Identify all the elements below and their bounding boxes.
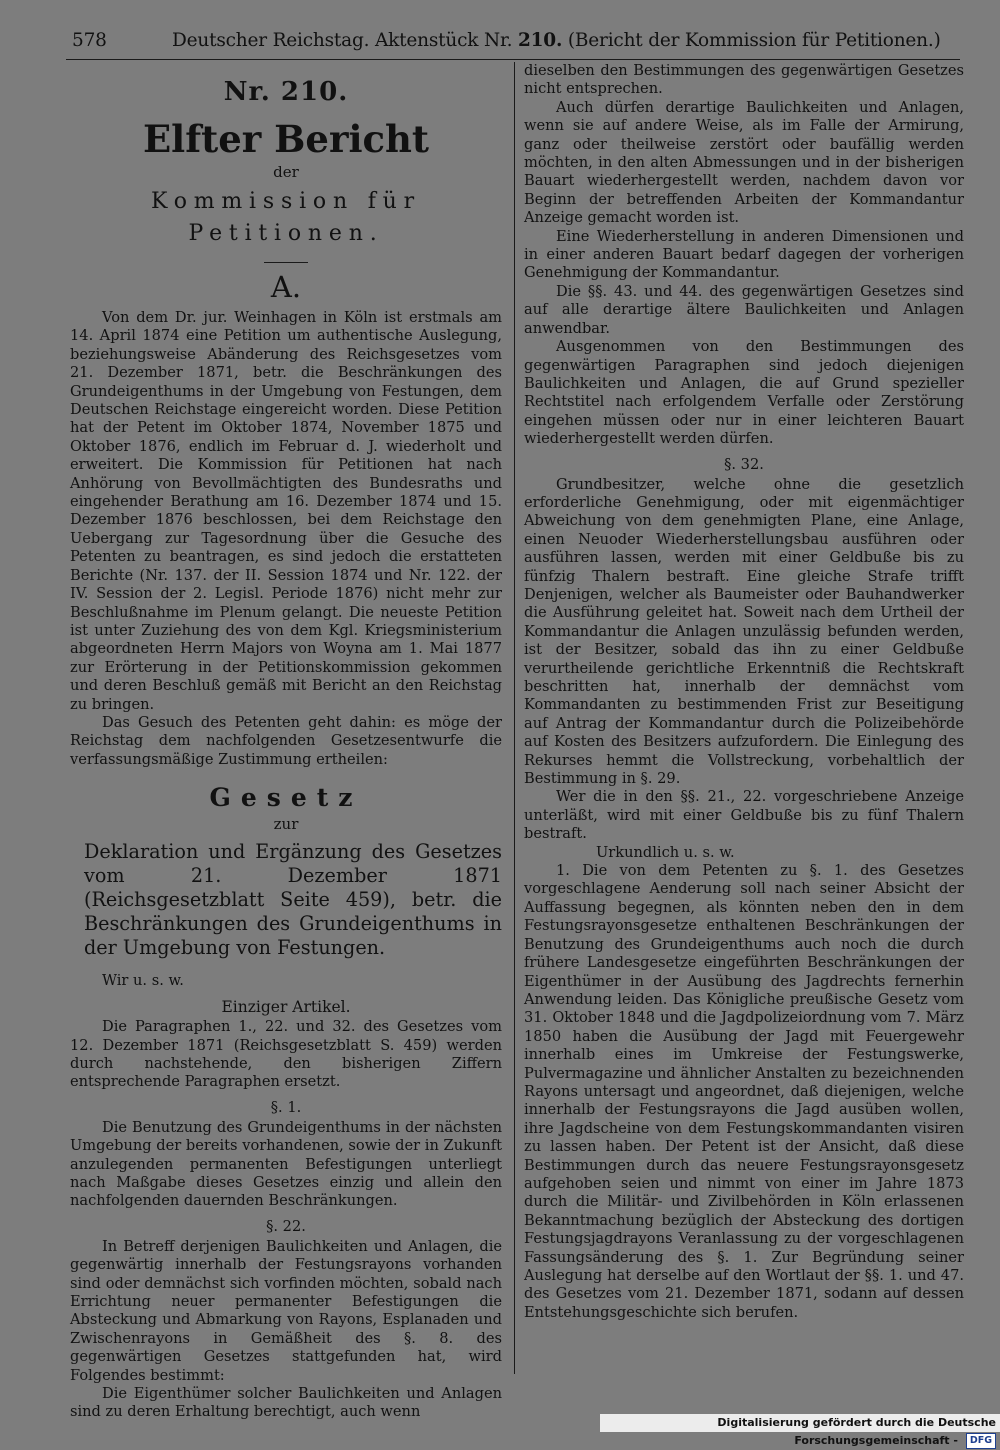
report-title: Elfter Bericht [142, 117, 430, 161]
paragraph-22-text: In Betreff derjenigen Baulichkeiten und Anlagen, die gegenwärtig innerhalb der Festungsrayons vorhanden sind oder demnächst sich vorfinden möchten, sobald nach Errichtung neuer permanenter Befestigungen die Absteckung und Abmarkung von Rayons, Esplanaden und Zwischenrayons in Gemäßheit des §. 8. des gegenwärtigen Gesetzes stattgefunden hat, wird Folgendes bestimmt: [70, 1237, 502, 1384]
document-number: Nr. 210. [223, 77, 349, 107]
running-title-number: 210. [517, 30, 563, 51]
paragraph-22-heading: §. 22. [266, 1217, 306, 1235]
section-letter: A. [270, 270, 302, 304]
continuation-paragraph: dieselben den Bestimmungen des gegenwärtigen Gesetzes nicht entsprechen. [524, 62, 964, 98]
column-divider [514, 62, 515, 1374]
gesetz-zur: zur [273, 815, 299, 834]
running-title-right: (Bericht der Kommission für Petitionen.) [567, 30, 941, 51]
footer-text: Digitalisierung gefördert durch die Deutsche Forschungsgemeinschaft - [717, 1416, 996, 1447]
dfg-logo: DFG [966, 1433, 996, 1449]
gesuch-paragraph: Das Gesuch des Petenten geht dahin: es möge der Reichstag dem nachfolgenden Gesetzesentwurfe die verfassungsmäßige Zustimmung ertheilen: [70, 713, 502, 768]
artikel-heading: Einziger Artikel. [221, 998, 351, 1017]
running-title [172, 24, 941, 58]
right-column [524, 62, 964, 1322]
gesetz-subtitle: Deklaration und Ergänzung des Gesetzes vom 21. Dezember 1871 (Reichsgesetzblatt Seite 459), betr. die Beschränkungen des Grundeigenthums in der Umgebung von Festungen. [84, 840, 502, 960]
paragraph-32-text: Grundbesitzer, welche ohne die gesetzlich erforderliche Genehmigung, oder mit eigenmächtiger Abweichung von dem genehmigten Plane, eine Anlage, einen Neuoder Wiederherstellungsbau ausführen oder ausführen lassen, werden mit einer Geldbuße bis zu fünfzig Thalern bestraft. Eine gleiche Strafe trifft Denjenigen, welcher als Baumeister oder Bauhandwerker die Ausführung geleitet hat. Soweit nach dem Urtheil der Kommandantur die Anlagen unzulässig befunden werden, ist der Besitzer, sobald das ihn zu einer Geldbuße verurtheilende gerichtliche Erkenntniß die Rechtskraft beschritten hat, innerhalb der demnächst vom Kommandanten zu bestimmenden Frist zur Beseitigung auf Antrag der Kommandantur durch die Polizeibehörde auf Kosten des Besitzers aufzufordern. Die Einlegung des Rekurses hemmt die Vollstreckung, vorbehaltlich der Bestimmung in §. 29. [524, 475, 964, 788]
dfg-footer [600, 1414, 1000, 1447]
wir-line: Wir u. s. w. [102, 972, 184, 990]
artikel-paragraph: Die Paragraphen 1., 22. und 32. des Gesetzes vom 12. Dezember 1871 (Reichsgesetzblatt S. 459) werden durch nachstehende, den bisherigen Ziffern entsprechende Paragraphen ersetzt. [70, 1018, 502, 1091]
commission-title: Kommission für Petitionen. [151, 189, 421, 246]
urkundlich-line: Urkundlich u. s. w. [596, 843, 735, 861]
right-paragraph-5: Ausgenommen von den Bestimmungen des gegenwärtigen Paragraphen sind jedoch diejenigen Baulichkeiten und Anlagen, die auf Grund spezieller Rechtstitel nach erfolgendem Verfalle oder Zerstörung eingehen müssen oder nur in einer leichteren Bauart wiederhergestellt werden dürfen. [524, 338, 964, 448]
right-paragraph-4: Die §§. 43. und 44. des gegenwärtigen Gesetzes sind auf alle derartige ältere Baulichkeiten und Anlagen anwendbar. [524, 282, 964, 337]
numbered-paragraph-1: 1. Die von dem Petenten zu §. 1. des Gesetzes vorgeschlagene Aenderung soll nach seiner Absicht der Auffassung begegnen, als könnten neben den in dem Festungsrayonsgesetze enthaltenen Beschränkungen der Benutzung des Grundeigenthums auch noch die durch frühere Landesgesetze eingeführten Beschränkungen der Eigenthümer in der Ausübung des Jagdrechts fernerhin Anwendung leiden. Das Königliche preußische Gesetz vom 31. Oktober 1848 und die Jagdpolizeiordnung vom 7. März 1850 haben die Ausübung der Jagd mit Feuergewehr innerhalb eines im Umkreise der Festungswerke, Pulvermagazine und ähnlicher Anstalten zu bezeichnenden Rayons untersagt und angeordnet, daß diejenigen, welche innerhalb der Festungsrayons die Jagd ausüben wollen, ihre Jagdscheine von dem Festungskommandanten visiren zu lassen haben. Der Petent ist der Ansicht, daß diese Bestimmungen durch das neuere Festungsrayonsgesetz aufgehoben seien und nimmt von einer im Jahre 1873 durch die Militär- und Zivilbehörden in Köln erlassenen Bekanntmachung bezüglich der Absteckung des dortigen Festungsjagdrayons Veranlassung zu der vorgeschlagenen Fassungsänderung des §. 1. Zur Begründung seiner Auslegung hat derselbe auf den Wortlaut der §§. 1. und 47. des Gesetzes vom 21. Dezember 1871, sodann auf dessen Entstehungsgeschichte sich berufen. [524, 862, 964, 1321]
left-column [70, 62, 502, 1422]
gesetz-heading: Gesetz [209, 783, 363, 813]
paragraph-1-text: Die Benutzung des Grundeigenthums in der nächsten Umgebung der bereits vorhandenen, sowie der in Zukunft anzulegenden permanenten Befestigungen unterliegt nach Maßgabe dieses Gesetzes einzig und allein den nachfolgenden dauernden Beschränkungen. [70, 1118, 502, 1210]
header-rule [66, 59, 960, 60]
running-header [66, 24, 960, 58]
running-title-left: Deutscher Reichstag. Aktenstück Nr. [172, 30, 513, 51]
right-paragraph-3: Eine Wiederherstellung in anderen Dimensionen und in einer anderen Bauart bedarf dagegen der vorherigen Genehmigung der Kommandantur. [524, 227, 964, 282]
paragraph-32-heading: §. 32. [724, 455, 764, 473]
right-paragraph-2: Auch dürfen derartige Baulichkeiten und Anlagen, wenn sie auf andere Weise, als im Falle der Armirung, ganz oder theilweise zerstört oder baufällig werden möchten, in den alten Abmessungen und in der bisherigen Bauart wiederhergestellt werden, nachdem davon vor Beginn der betreffenden Arbeiten der Kommandantur Anzeige gemacht worden ist. [524, 98, 964, 227]
page-number: 578 [72, 30, 107, 51]
paragraph-22-text-2: Die Eigenthümer solcher Baulichkeiten und Anlagen sind zu deren Erhaltung berechtigt, auch wenn [70, 1385, 502, 1421]
wer-paragraph: Wer die in den §§. 21., 22. vorgeschriebene Anzeige unterläßt, wird mit einer Geldbuße bis zu fünf Thalern bestraft. [524, 788, 964, 843]
title-rule [264, 262, 308, 263]
intro-paragraph: Von dem Dr. jur. Weinhagen in Köln ist erstmals am 14. April 1874 eine Petition um authentische Auslegung, beziehungsweise Abänderung des Reichsgesetzes vom 21. Dezember 1871, betr. die Beschränkungen des Grundeigenthums in der Umgebung von Festungen, dem Deutschen Reichstage eingereicht worden. Diese Petition hat der Petent im Oktober 1874, November 1875 und Oktober 1876, endlich im Februar d. J. wiederholt und erweitert. Die Kommission für Petitionen hat nach Anhörung von Bevollmächtigten des Bundesraths und eingehender Berathung am 16. Dezember 1874 und 15. Dezember 1876 beschlossen, bei dem Reichstage den Uebergang zur Tagesordnung über die Gesuche des Petenten zu beantragen, es sind jedoch die erstatteten Berichte (Nr. 137. der II. Session 1874 und Nr. 122. der IV. Session der 2. Legisl. Periode 1876) nicht mehr zur Beschlußnahme im Plenum gelangt. Die neueste Petition ist unter Zuziehung des von dem Kgl. Kriegsministerium abgeordneten Herrn Majors von Woyna am 1. Mai 1877 zur Erörterung in der Petitionskommission gekommen und deren Beschluß gemäß mit Bericht an den Reichstag zu bringen. [70, 309, 502, 713]
title-der: der [273, 163, 299, 181]
paragraph-1-heading: §. 1. [270, 1098, 302, 1116]
